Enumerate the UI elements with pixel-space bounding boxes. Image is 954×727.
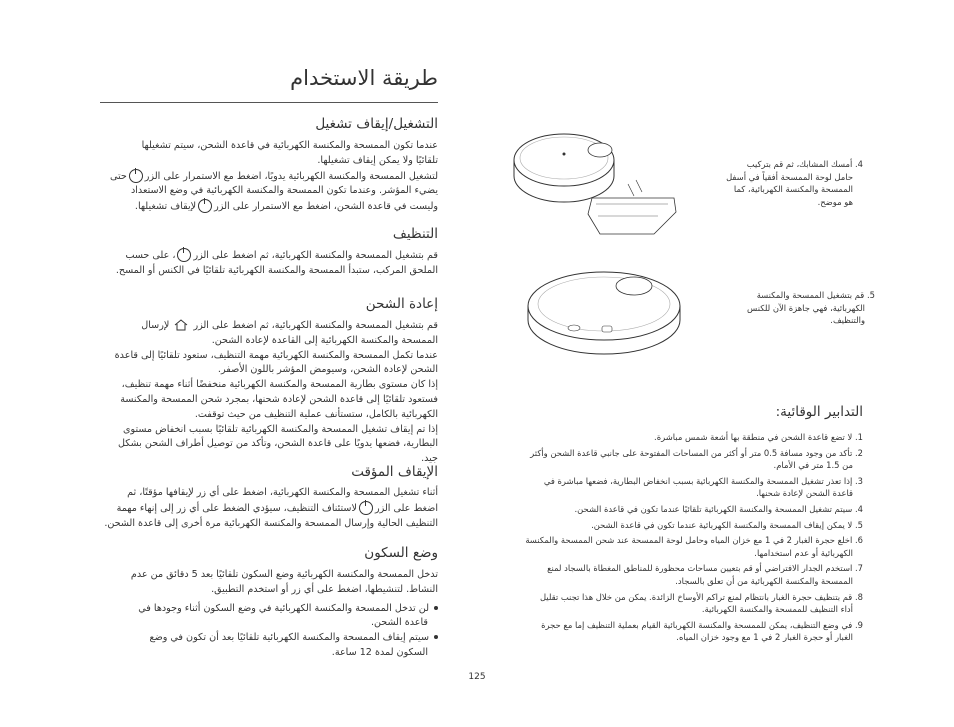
text-line: هو موضح. [817,196,853,207]
bullet-item: سيتم إيقاف الممسحة والمكنسة الكهربائية تلقائيًا بعد أن تكون في وضع [100,631,438,646]
text-line: الكهربائية، فهي جاهزة الآن للكنس [747,302,865,313]
bullet-item-cont: قاعدة الشحن. [370,617,428,629]
text-line: الممسحة والمكنسة الكهربائية إلى القاعدة لإعادة الشحن. [211,334,438,346]
list-item: 4. سيتم تشغيل الممسحة والمكنسة الكهربائية تلقائيًا عندما تكون في قاعدة الشحن. [574,503,863,514]
text-line: حامل لوحة الممسحة أفقياً في أسفل [726,171,853,182]
list-item: 8. قم بتنظيف حجرة الغبار بانتظام لمنع تراكم الأوساخ الزائدة. يمكن من خلال هذا تجنب تقليل أداء التنظيف للممسحة والمكنسة الكهربائية. [539,591,863,615]
list-item: 6. اخلع حجرة الغبار 2 في 1 مع خزان المياه وحامل لوحة الممسحة عند شحن الممسحة والمكنسة الكهربائية أو عدم استخدامها. [525,535,863,558]
text-line: تدخل الممسحة والمكنسة الكهربائية وضع السكون تلقائيًا بعد 5 دقائق من عدم [130,569,438,580]
list-item: 5. لا يمكن إيقاف الممسحة والمكنسة الكهربائية عندما تكون في قاعدة الشحن. [591,519,863,530]
bullet-dot [434,606,438,610]
step-5 [715,289,875,327]
text-line: الممسحة والمكنسة الكهربائية، كما [733,184,853,195]
section-body-recharge [100,319,438,467]
text-line: اضغط على الزرلاستئناف التنظيف، سيؤدي الضغط على أي زر إلى إنهاء مهمة [116,502,438,514]
text-line: عندما تكمل الممسحة والمكنسة الكهربائية مهمة التنظيف، ستعود تلقائيًا إلى قاعدة [114,349,438,361]
text-line: الكهربائية بالكامل، ستستأنف عملية التنظيف من حيث توقفت. [194,408,438,420]
text-line: إذا تم إيقاف تشغيل الممسحة والمكنسة الكهربائية تلقائيًا بسبب انخفاض مستوى [123,423,438,435]
text-line: التنظيف الحالية وإرسال الممسحة والمكنسة الكهربائية مرة أخرى إلى قاعدة الشحن. [104,517,438,529]
text-line: أثناء تشغيل الممسحة والمكنسة الكهربائية، اضغط على أي زر لإيقافها مؤقتًا، ثم [127,487,438,498]
power-icon [129,169,143,183]
text-line: تلقائيًا ولا يمكن إيقاف تشغيلها. [317,154,438,166]
text-line: قم بتشغيل الممسحة والمكنسة الكهربائية، ثم اضغط على الزر، على حسب [125,250,438,261]
list-item: 1. لا تضع قاعدة الشحن في منطقة بها أشعة شمس مباشرة. [654,432,863,442]
section-heading-sleep: وضع السكون [364,545,438,561]
text-line: البطارية، فضعها يدويًا على قاعدة الشحن، وتأكد من توصيل أطراف الشحن بشكل جيد. [118,438,438,465]
list-item: 7. استخدم الجدار الافتراضي أو قم بتعيين مساحات محظورة للمناطق المغطاة بالسجاد لمنع الممسحة والمكنسة الكهربائية من أن تعلق بالسجاد. [547,563,863,586]
text-line: الشحن لإعادة الشحن، وسيومض المؤشر باللون الأصفر. [217,364,438,376]
text-line: فستعود تلقائيًا إلى قاعدة الشحن لإعادة شحنها، بمجرد شحن الممسحة والمكنسة [120,393,438,405]
robot-mop-mount-illustration [504,116,686,242]
section-body-pause [100,486,438,531]
step-4 [703,158,863,208]
page-number: 125 [468,672,486,682]
list-item: 3. إذا تعذر تشغيل الممسحة والمكنسة الكهربائية بسبب انخفاض البطارية، فضعها مباشرة في قاعدة الشحن لإعادة شحنها. [543,475,863,499]
text-line: الملحق المركب، ستبدأ الممسحة والمكنسة الكهربائية تلقائيًا في الكنس أو المسح. [115,264,438,276]
robot-ready-illustration [524,264,694,364]
section-heading-pause: الإيقاف المؤقت [351,464,438,480]
bullet-item-cont: السكون لمدة 12 ساعة. [331,646,428,658]
text-line: 4. أمسك المشابك، ثم قم بتركيب [746,159,863,169]
text-line: النشاط. لتنشيطها، اضغط على أي زر أو استخدم التطبيق. [211,583,438,595]
section-body-power [100,139,438,215]
list-item: 2. تأكد من وجود مسافة 0.5 متر أو أكثر من المساحات المفتوحة على جانبي قاعدة الشحن وأكثر من 1.5 متر في الأمام. [530,447,863,471]
bullet-dot [434,635,438,639]
precautions-list [483,431,863,647]
bullet-item: لن تدخل الممسحة والمكنسة الكهربائية في وضع السكون أثناء وجودها في [100,602,438,617]
power-icon [198,199,212,213]
section-heading-power: التشغيل/إيقاف تشغيل [315,116,438,132]
list-item: 9. في وضع التنظيف، يمكن للممسحة والمكنسة الكهربائية القيام بعملية التنظيف إما مع حجرة الغبار أو حجرة الغبار 2 في 1 مع وجود خزان المياه. [541,619,863,643]
text-line: 5. قم بتشغيل الممسحة والمكنسة [756,290,875,300]
power-icon [177,248,191,262]
section-heading-recharge: إعادة الشحن [365,296,438,312]
power-icon [359,501,373,515]
text-line: قم بتشغيل الممسحة والمكنسة الكهربائية، ثم اضغط على الزر لإرسال [141,320,438,331]
section-heading-cleaning: التنظيف [392,226,438,242]
section-body-sleep [100,568,438,661]
section-body-cleaning [100,248,438,279]
text-line: لتشغيل الممسحة والمكنسة الكهربائية يدويًا، اضغط مع الاستمرار على الزرحتى [109,170,438,182]
text-line: عندما تكون الممسحة والمكنسة الكهربائية في قاعدة الشحن، سيتم تشغيلها [141,140,438,151]
text-line: وليست في قاعدة الشحن، اضغط مع الاستمرار على الزرلإيقاف تشغيلها. [134,201,438,213]
page-title: طريقة الاستخدام [290,66,438,90]
title-divider [100,102,438,103]
text-line: والتنظيف. [830,315,865,326]
text-line: إذا كان مستوى بطارية الممسحة والمكنسة الكهربائية منخفضًا أثناء مهمة تنظيف، [121,379,438,391]
text-line: يضيء المؤشر. وعندما تكون الممسحة والمكنسة الكهربائية في وضع الاستعداد [130,185,438,197]
home-icon [174,319,188,331]
precautions-heading: التدابير الوقائية: [775,404,863,420]
